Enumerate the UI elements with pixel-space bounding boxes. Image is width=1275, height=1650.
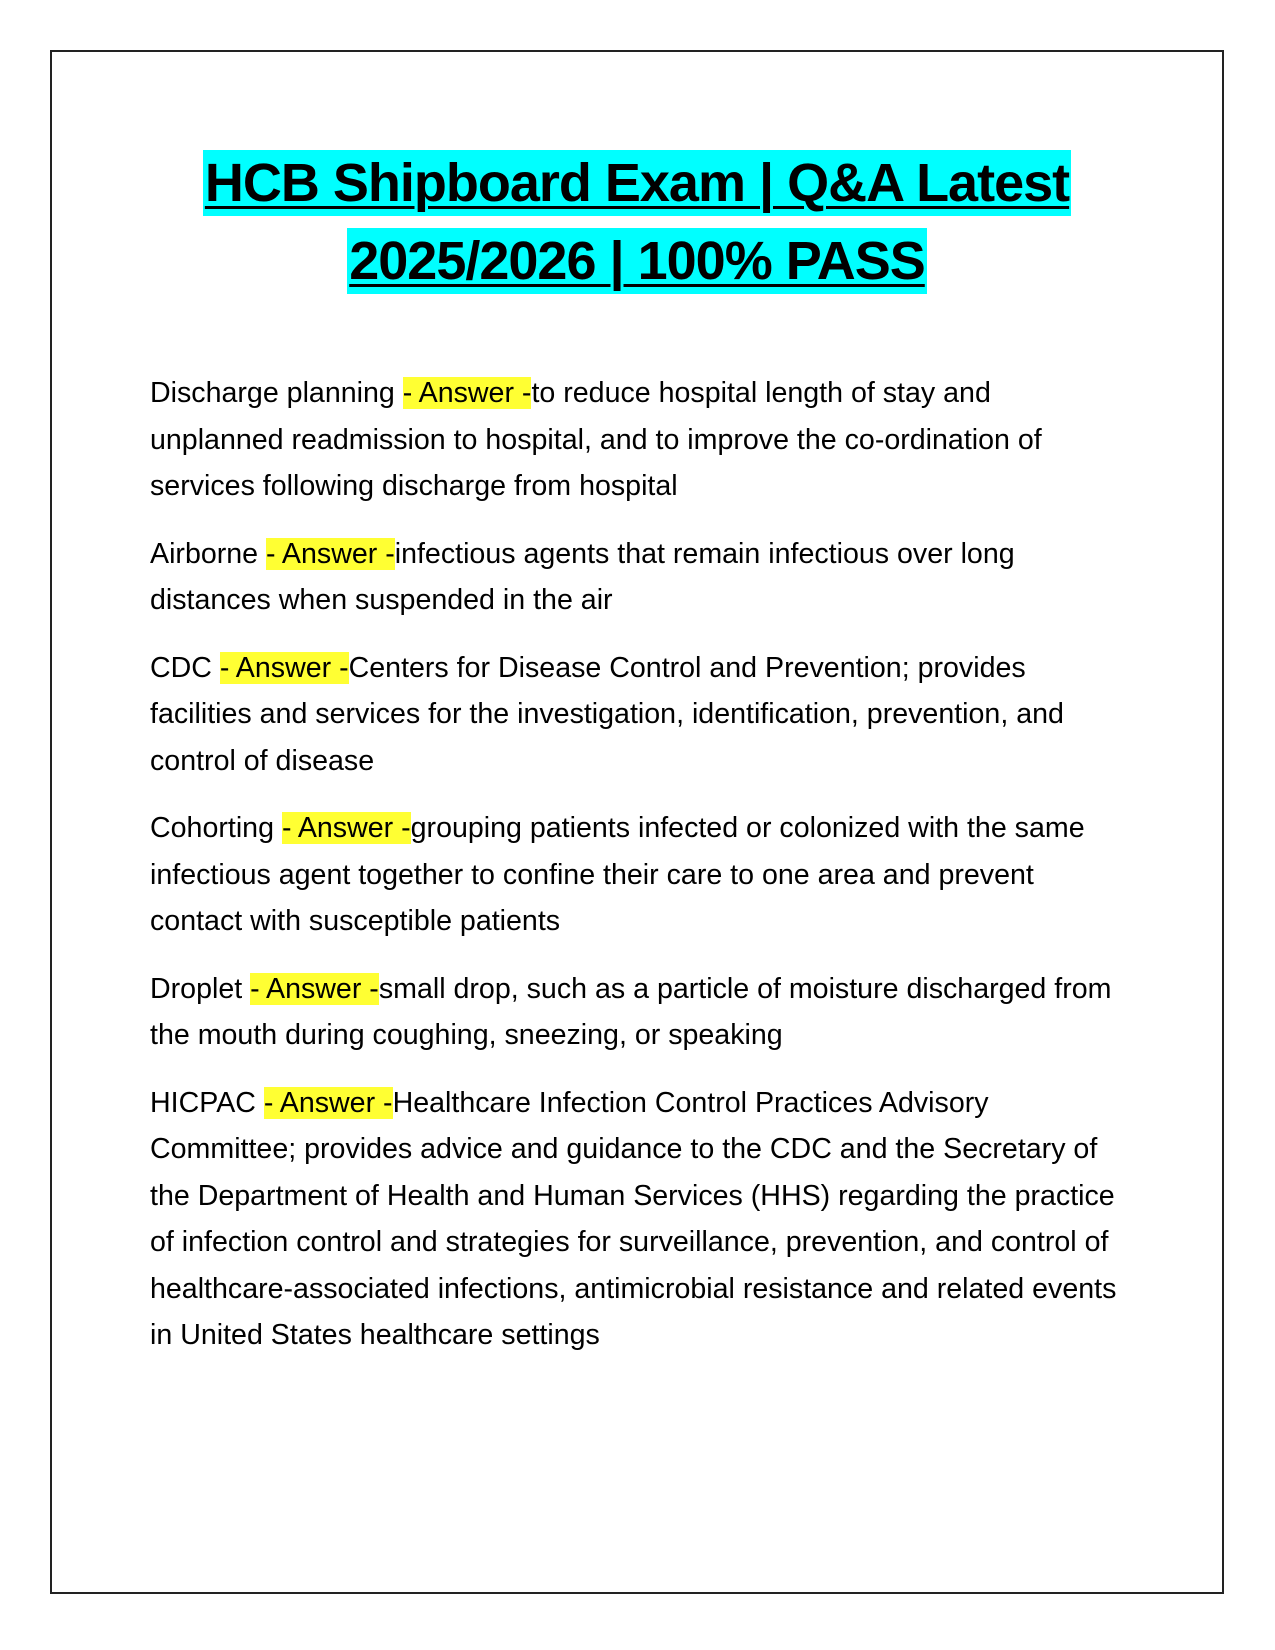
qa-definition: small drop, such as a particle of moisture discharged from the mouth during coughing, sneezing, or speaking	[150, 972, 1112, 1051]
qa-definition: grouping patients infected or colonized with the same infectious agent together to confine their care to one area and prevent contact with susceptible patients	[150, 812, 1085, 937]
qa-term: Cohorting	[150, 812, 282, 844]
qa-item-cohorting	[150, 805, 1130, 945]
qa-item-hicpac	[150, 1080, 1130, 1359]
qa-definition: infectious agents that remain infectious over long distances when suspended in the air	[150, 537, 1015, 616]
qa-definition: to reduce hospital length of stay and unplanned readmission to hospital, and to improve the co-ordination of services following discharge from hospital	[150, 377, 1042, 502]
qa-item-airborne	[150, 531, 1130, 624]
qa-definition: Healthcare Infection Control Practices Advisory Committee; provides advice and guidance to the CDC and the Secretary of the Department of Health and Human Services (HHS) regarding the practice of infection control and strategies for surveillance, prevention, and control of healthcare-associated infections, antimicrobial resistance and related events in United States healthcare settings	[150, 1086, 1117, 1351]
qa-term: Droplet	[150, 972, 251, 1005]
answer-separator: - Answer -	[263, 1086, 393, 1119]
qa-item-discharge-planning	[150, 370, 1130, 510]
title-line-1: HCB Shipboard Exam | Q&A Latest	[203, 150, 1071, 216]
answer-separator: - Answer -	[281, 812, 411, 844]
answer-separator: - Answer -	[402, 377, 532, 409]
answer-separator: - Answer -	[250, 972, 379, 1005]
qa-term: HICPAC	[150, 1086, 264, 1119]
qa-term: Airborne	[150, 537, 267, 570]
answer-separator: - Answer -	[266, 537, 395, 570]
qa-item-cdc	[150, 645, 1130, 785]
document-title	[50, 150, 1224, 306]
qa-item-droplet	[150, 966, 1130, 1059]
qa-definition: Centers for Disease Control and Prevention; provides facilities and services for the investigation, identification, prevention, and control of disease	[150, 651, 1064, 777]
answer-separator: - Answer -	[219, 651, 349, 684]
qa-list	[150, 370, 1130, 1380]
qa-term: CDC	[150, 651, 220, 684]
title-line-2: 2025/2026 | 100% PASS	[347, 228, 927, 294]
qa-term: Discharge planning	[150, 377, 403, 409]
